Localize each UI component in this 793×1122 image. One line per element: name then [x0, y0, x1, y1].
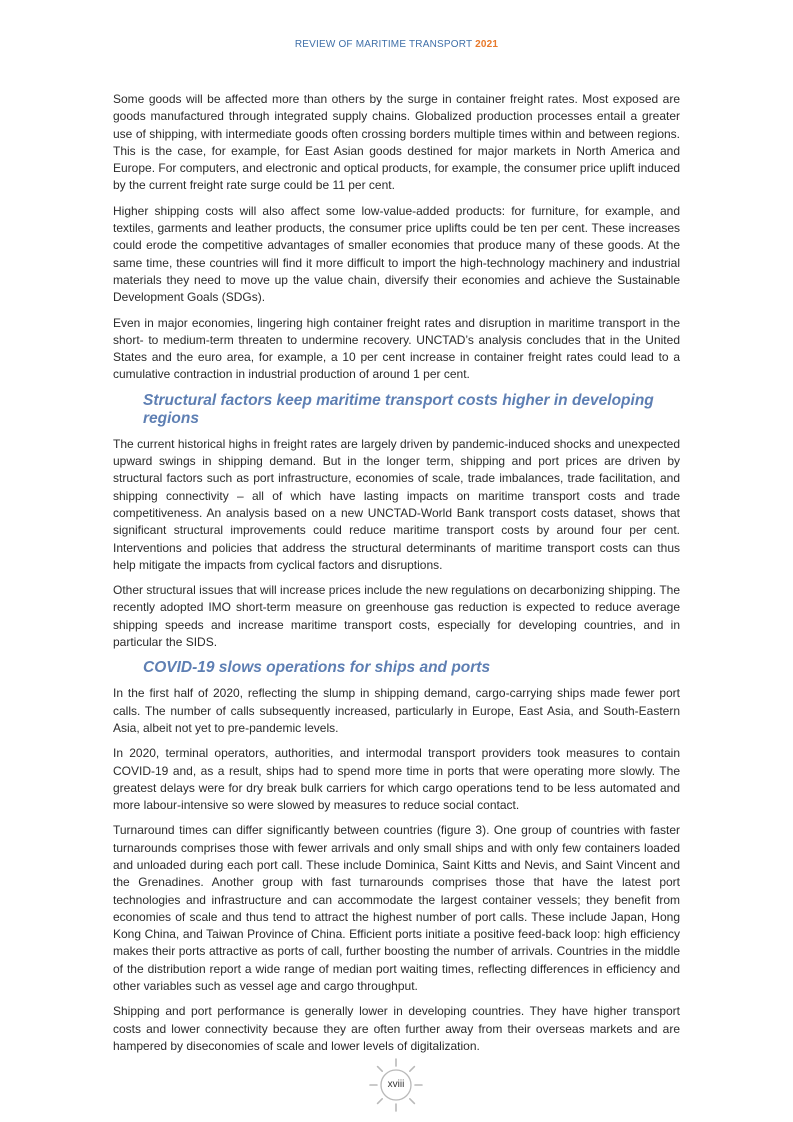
- page-number: xviii: [387, 1079, 405, 1090]
- paragraph: In 2020, terminal operators, authorities, and intermodal transport providers took measures to contain COVID-19 and, as a result, ships had to spend more time in ports that were operating more slowly. The greatest delays were for dry break bulk carriers for which cargo operations tend to be less automated and more labour-intensive so were slowed by measures to reduce social contact.: [113, 746, 680, 813]
- paragraph: Some goods will be affected more than others by the surge in container freight rates. Most exposed are goods manufactured through integrated supply chains. Globalized production processes entail a greater use of shipping, with intermediate goods often crossing borders multiple times within and between regions. This is the case, for example, for East Asian goods destined for major markets in North America and Europe. For computers, and electronic and optical products, for example, the consumer price uplift induced by the current freight rate surge could be 11 per cent.: [113, 92, 680, 193]
- paragraph: Shipping and port performance is generally lower in developing countries. They have higher transport costs and lower connectivity because they are often further away from their overseas markets and are hampered by diseconomies of scale and lower levels of digitalization.: [113, 1004, 680, 1053]
- running-header: [0, 39, 793, 50]
- paragraph: Turnaround times can differ significantly between countries (figure 3). One group of countries with faster turnarounds comprises those with fewer arrivals and only small ships and with only few containers loaded and unloaded during each port call. These include Dominica, Saint Kitts and Nevis, and Saint Vincent and the Grenadines. Another group with fast turnarounds comprises those that have the latest port technologies and infrastructure and can accommodate the largest container vessels; they benefit from economies of scale and thus tend to attract the highest number of port calls. These include Japan, Hong Kong China, and Taiwan Province of China. Efficient ports initiate a positive feed-back loop: high efficiency makes their ports attractive as ports of call, further boosting the number of arrivals. Countries in the middle of the distribution report a wide range of median port waiting times, reflecting differences in efficiency and other variables such as vessel age and cargo throughput.: [113, 823, 680, 994]
- publication-title: REVIEW OF MARITIME TRANSPORT: [294, 39, 473, 50]
- section-heading-covid-19: COVID-19 slows operations for ships and ports: [143, 659, 491, 677]
- section-heading-structural-factors: Structural factors keep maritime transport costs higher in developing regions: [143, 391, 654, 427]
- publication-year: 2021: [475, 39, 499, 50]
- paragraph: Other structural issues that will increase prices include the new regulations on decarbonizing shipping. The recently adopted IMO short-term measure on greenhouse gas reduction is expected to reduce average shipping speeds and increase maritime transport costs, especially for developing countries, and in particular the SIDS.: [113, 583, 680, 650]
- paragraph: In the first half of 2020, reflecting the slump in shipping demand, cargo-carrying ships made fewer port calls. The number of calls subsequently increased, particularly in Europe, East Asia, and South-Eastern Asia, albeit not yet to pre-pandemic levels.: [113, 686, 680, 735]
- page-footer: [366, 1058, 426, 1114]
- paragraph: Even in major economies, lingering high container freight rates and disruption in maritime transport in the short- to medium-term threaten to undermine recovery. UNCTAD’s analysis concludes that in the United States and the euro area, for example, a 10 per cent increase in container freight rates could lead to a cumulative contraction in industrial production of around 1 per cent.: [113, 315, 680, 382]
- paragraph: Higher shipping costs will also affect some low-value-added products: for furniture, for example, and textiles, garments and leather products, the consumer price uplifts could be ten per cent. These increases could erode the competitive advantages of smaller economies that produce many of these goods. At the same time, these countries will find it more difficult to import the high-technology machinery and industrial materials they need to move up the value chain, diversify their economies and achieve the Sustainable Development Goals (SDGs).: [113, 203, 680, 305]
- page-body: [113, 91, 680, 1063]
- paragraph: The current historical highs in freight rates are largely driven by pandemic-induced shocks and unexpected upward swings in shipping demand. But in the longer term, shipping and port prices are driven by structural factors such as port infrastructure, economies of scale, trade imbalances, trade facilitation, and shipping connectivity – all of which have lasting impacts on maritime transport costs and trade competitiveness. An analysis based on a new UNCTAD-World Bank transport costs dataset, shows that significant structural improvements could reduce maritime transport costs by around four per cent. Interventions and policies that address the structural determinants of maritime transport costs can thus help mitigate the impacts from cyclical factors and disruptions.: [113, 436, 680, 572]
